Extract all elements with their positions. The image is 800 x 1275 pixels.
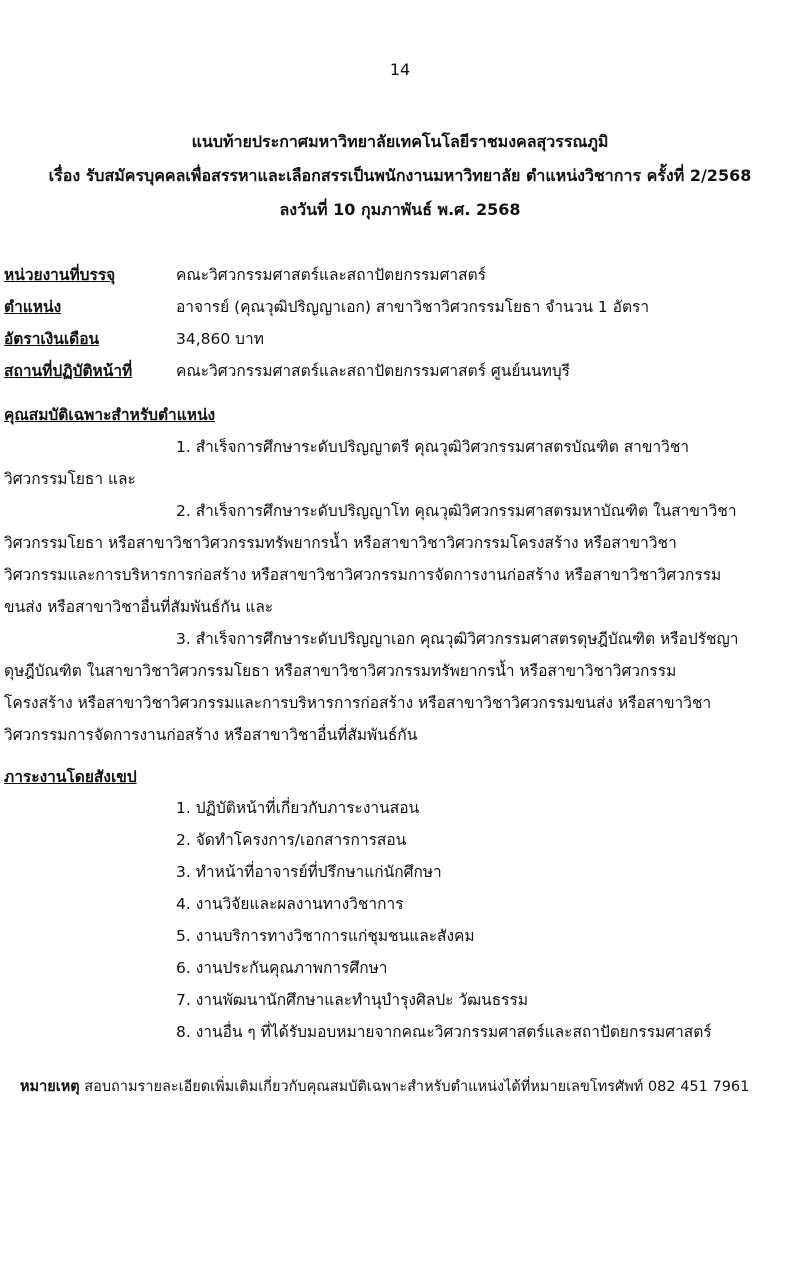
- list-item: 2. จัดทำโครงการ/เอกสารการสอน: [176, 831, 407, 849]
- note-label: หมายเหตุ: [20, 1079, 80, 1095]
- qualification-line: วิศวกรรมการจัดการงานก่อสร้าง หรือสาขาวิชาอื่นที่สัมพันธ์กัน: [4, 726, 418, 744]
- note: [20, 1075, 749, 1098]
- header-line-2: เรื่อง รับสมัครบุคคลเพื่อสรรหาและเลือกสรรเป็นพนักงานมหาวิทยาลัย ตำแหน่งวิชาการ ครั้งที่ 2/2568: [48, 166, 752, 185]
- info-value-position: อาจารย์ (คุณวุฒิปริญญาเอก) สาขาวิชาวิศวกรรมโยธา จำนวน 1 อัตรา: [176, 298, 650, 316]
- page-number: 14: [389, 60, 411, 79]
- list-item: 4. งานวิจัยและผลงานทางวิชาการ: [176, 895, 404, 913]
- qualification-line: วิศวกรรมและการบริหารการก่อสร้าง หรือสาขาวิชาวิศวกรรมการจัดการงานก่อสร้าง หรือสาขาวิชาวิศวกรรม: [4, 566, 722, 584]
- list-item: 7. งานพัฒนานักศึกษาและทำนุบำรุงศิลปะ วัฒนธรรม: [176, 991, 529, 1009]
- qualification-line: ขนส่ง หรือสาขาวิชาอื่นที่สัมพันธ์กัน และ: [4, 598, 274, 616]
- qualification-line: 1. สำเร็จการศึกษาระดับปริญญาตรี คุณวุฒิวิศวกรรมศาสตรบัณฑิต สาขาวิชา: [176, 438, 690, 456]
- qualification-line: ดุษฎีบัณฑิต ในสาขาวิชาวิศวกรรมโยธา หรือสาขาวิชาวิศวกรรมทรัพยากรน้ำ หรือสาขาวิชาวิศวกรรม: [4, 662, 677, 680]
- info-label-unit: หน่วยงานที่บรรจุ: [4, 266, 116, 284]
- info-label-salary: อัตราเงินเดือน: [4, 330, 100, 348]
- qualification-line: วิศวกรรมโยธา และ: [4, 470, 136, 488]
- duties-heading: ภาระงานโดยสังเขป: [4, 768, 137, 786]
- list-item: 1. ปฏิบัติหน้าที่เกี่ยวกับภาระงานสอน: [176, 799, 420, 817]
- qualification-line: 2. สำเร็จการศึกษาระดับปริญญาโท คุณวุฒิวิศวกรรมศาสตรมหาบัณฑิต ในสาขาวิชา: [176, 502, 737, 520]
- list-item: 5. งานบริการทางวิชาการแก่ชุมชนและสังคม: [176, 927, 475, 945]
- header-line-3: ลงวันที่ 10 กุมภาพันธ์ พ.ศ. 2568: [279, 200, 521, 219]
- header-line-1: แนบท้ายประกาศมหาวิทยาลัยเทคโนโลยีราชมงคลสุวรรณภูมิ: [191, 132, 609, 151]
- info-value-unit: คณะวิศวกรรมศาสตร์และสถาปัตยกรรมศาสตร์: [176, 266, 486, 284]
- qualification-line: 3. สำเร็จการศึกษาระดับปริญญาเอก คุณวุฒิวิศวกรรมศาสตรดุษฎีบัณฑิต หรือปรัชญา: [176, 630, 739, 648]
- info-label-position: ตำแหน่ง: [4, 298, 62, 316]
- list-item: 6. งานประกันคุณภาพการศึกษา: [176, 959, 388, 977]
- qualifications-heading: คุณสมบัติเฉพาะสำหรับตำแหน่ง: [4, 406, 216, 424]
- info-value-salary: 34,860 บาท: [176, 330, 264, 348]
- qualification-line: โครงสร้าง หรือสาขาวิชาวิศวกรรมและการบริหารการก่อสร้าง หรือสาขาวิชาวิศวกรรมขนส่ง หรือสาขาวิชา: [4, 694, 712, 712]
- list-item: 3. ทำหน้าที่อาจารย์ที่ปรึกษาแก่นักศึกษา: [176, 863, 442, 881]
- list-item: 8. งานอื่น ๆ ที่ได้รับมอบหมายจากคณะวิศวกรรมศาสตร์และสถาปัตยกรรมศาสตร์: [176, 1023, 712, 1041]
- note-text: สอบถามรายละเอียดเพิ่มเติมเกี่ยวกับคุณสมบัติเฉพาะสำหรับตำแหน่งได้ที่หมายเลขโทรศัพท์ 082 451 7961: [79, 1079, 750, 1095]
- qualification-line: วิศวกรรมโยธา หรือสาขาวิชาวิศวกรรมทรัพยากรน้ำ หรือสาขาวิชาวิศวกรรมโครงสร้าง หรือสาขาวิชา: [4, 534, 677, 552]
- info-label-location: สถานที่ปฏิบัติหน้าที่: [4, 362, 133, 380]
- info-value-location: คณะวิศวกรรมศาสตร์และสถาปัตยกรรมศาสตร์ ศูนย์นนทบุรี: [176, 362, 570, 380]
